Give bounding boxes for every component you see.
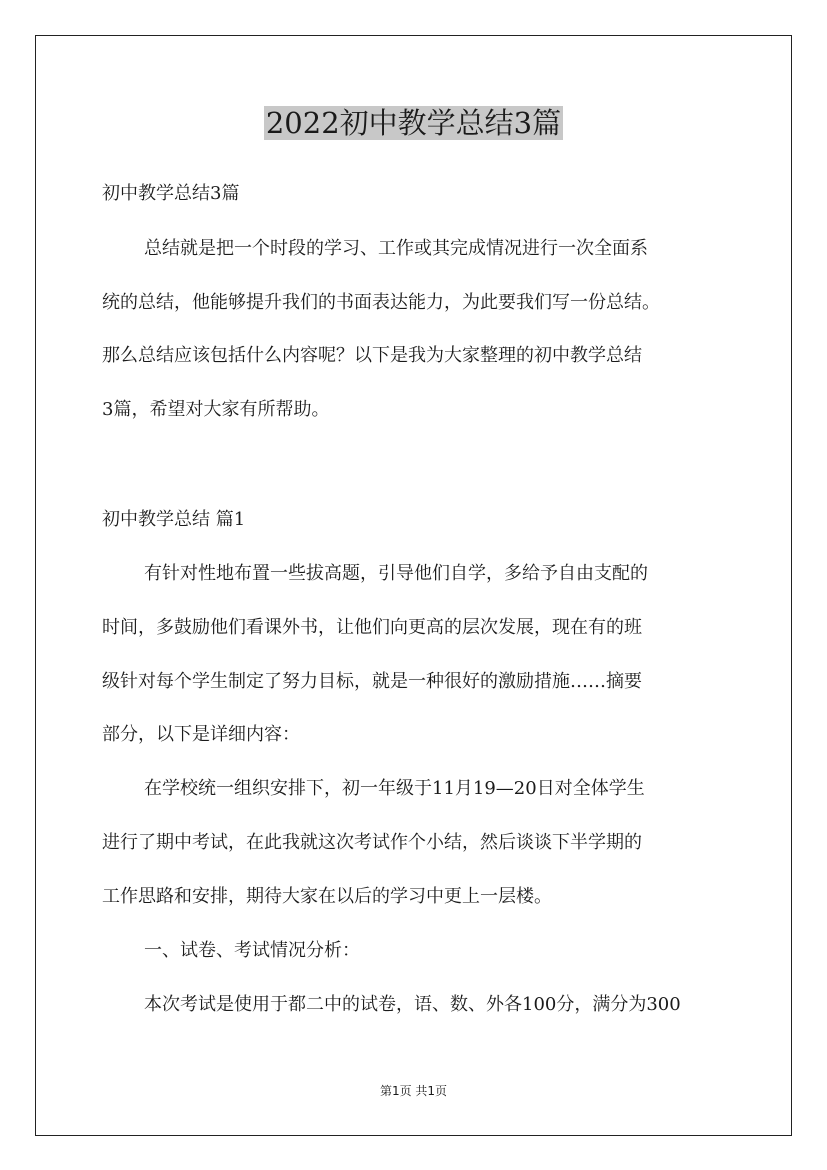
subtitle: 初中教学总结3篇 xyxy=(102,183,240,204)
page-number: 第1页 共1页 xyxy=(379,1084,448,1098)
paragraph-line: 在学校统一组织安排下，初一年级于11月19—20日对全体学生 xyxy=(144,778,645,799)
section-heading: 初中教学总结 篇1 xyxy=(102,509,246,530)
paragraph-line: 部分，以下是详细内容： xyxy=(102,724,300,745)
paragraph-line: 时间，多鼓励他们看课外书，让他们向更高的层次发展，现在有的班 xyxy=(102,617,642,638)
paragraph-line: 有针对性地布置一些拔高题，引导他们自学，多给予自由支配的 xyxy=(144,563,648,584)
intro-line: 3篇，希望对大家有所帮助。 xyxy=(102,399,330,420)
paragraph-line: 进行了期中考试，在此我就这次考试作个小结，然后谈谈下半学期的 xyxy=(102,832,642,853)
intro-line: 总结就是把一个时段的学习、工作或其完成情况进行一次全面系 xyxy=(144,238,648,259)
list-item-heading: 一、试卷、考试情况分析： xyxy=(144,940,360,961)
intro-line: 那么总结应该包括什么内容呢？以下是我为大家整理的初中教学总结 xyxy=(102,345,642,366)
paragraph-line: 工作思路和安排，期待大家在以后的学习中更上一层楼。 xyxy=(102,886,552,907)
document-title: 2022初中教学总结3篇 xyxy=(265,106,562,140)
paragraph-line: 级针对每个学生制定了努力目标，就是一种很好的激励措施……摘要 xyxy=(102,671,642,692)
paragraph-line: 本次考试是使用于都二中的试卷，语、数、外各100分，满分为300 xyxy=(144,994,681,1015)
intro-line: 统的总结，他能够提升我们的书面表达能力，为此要我们写一份总结。 xyxy=(102,292,660,313)
